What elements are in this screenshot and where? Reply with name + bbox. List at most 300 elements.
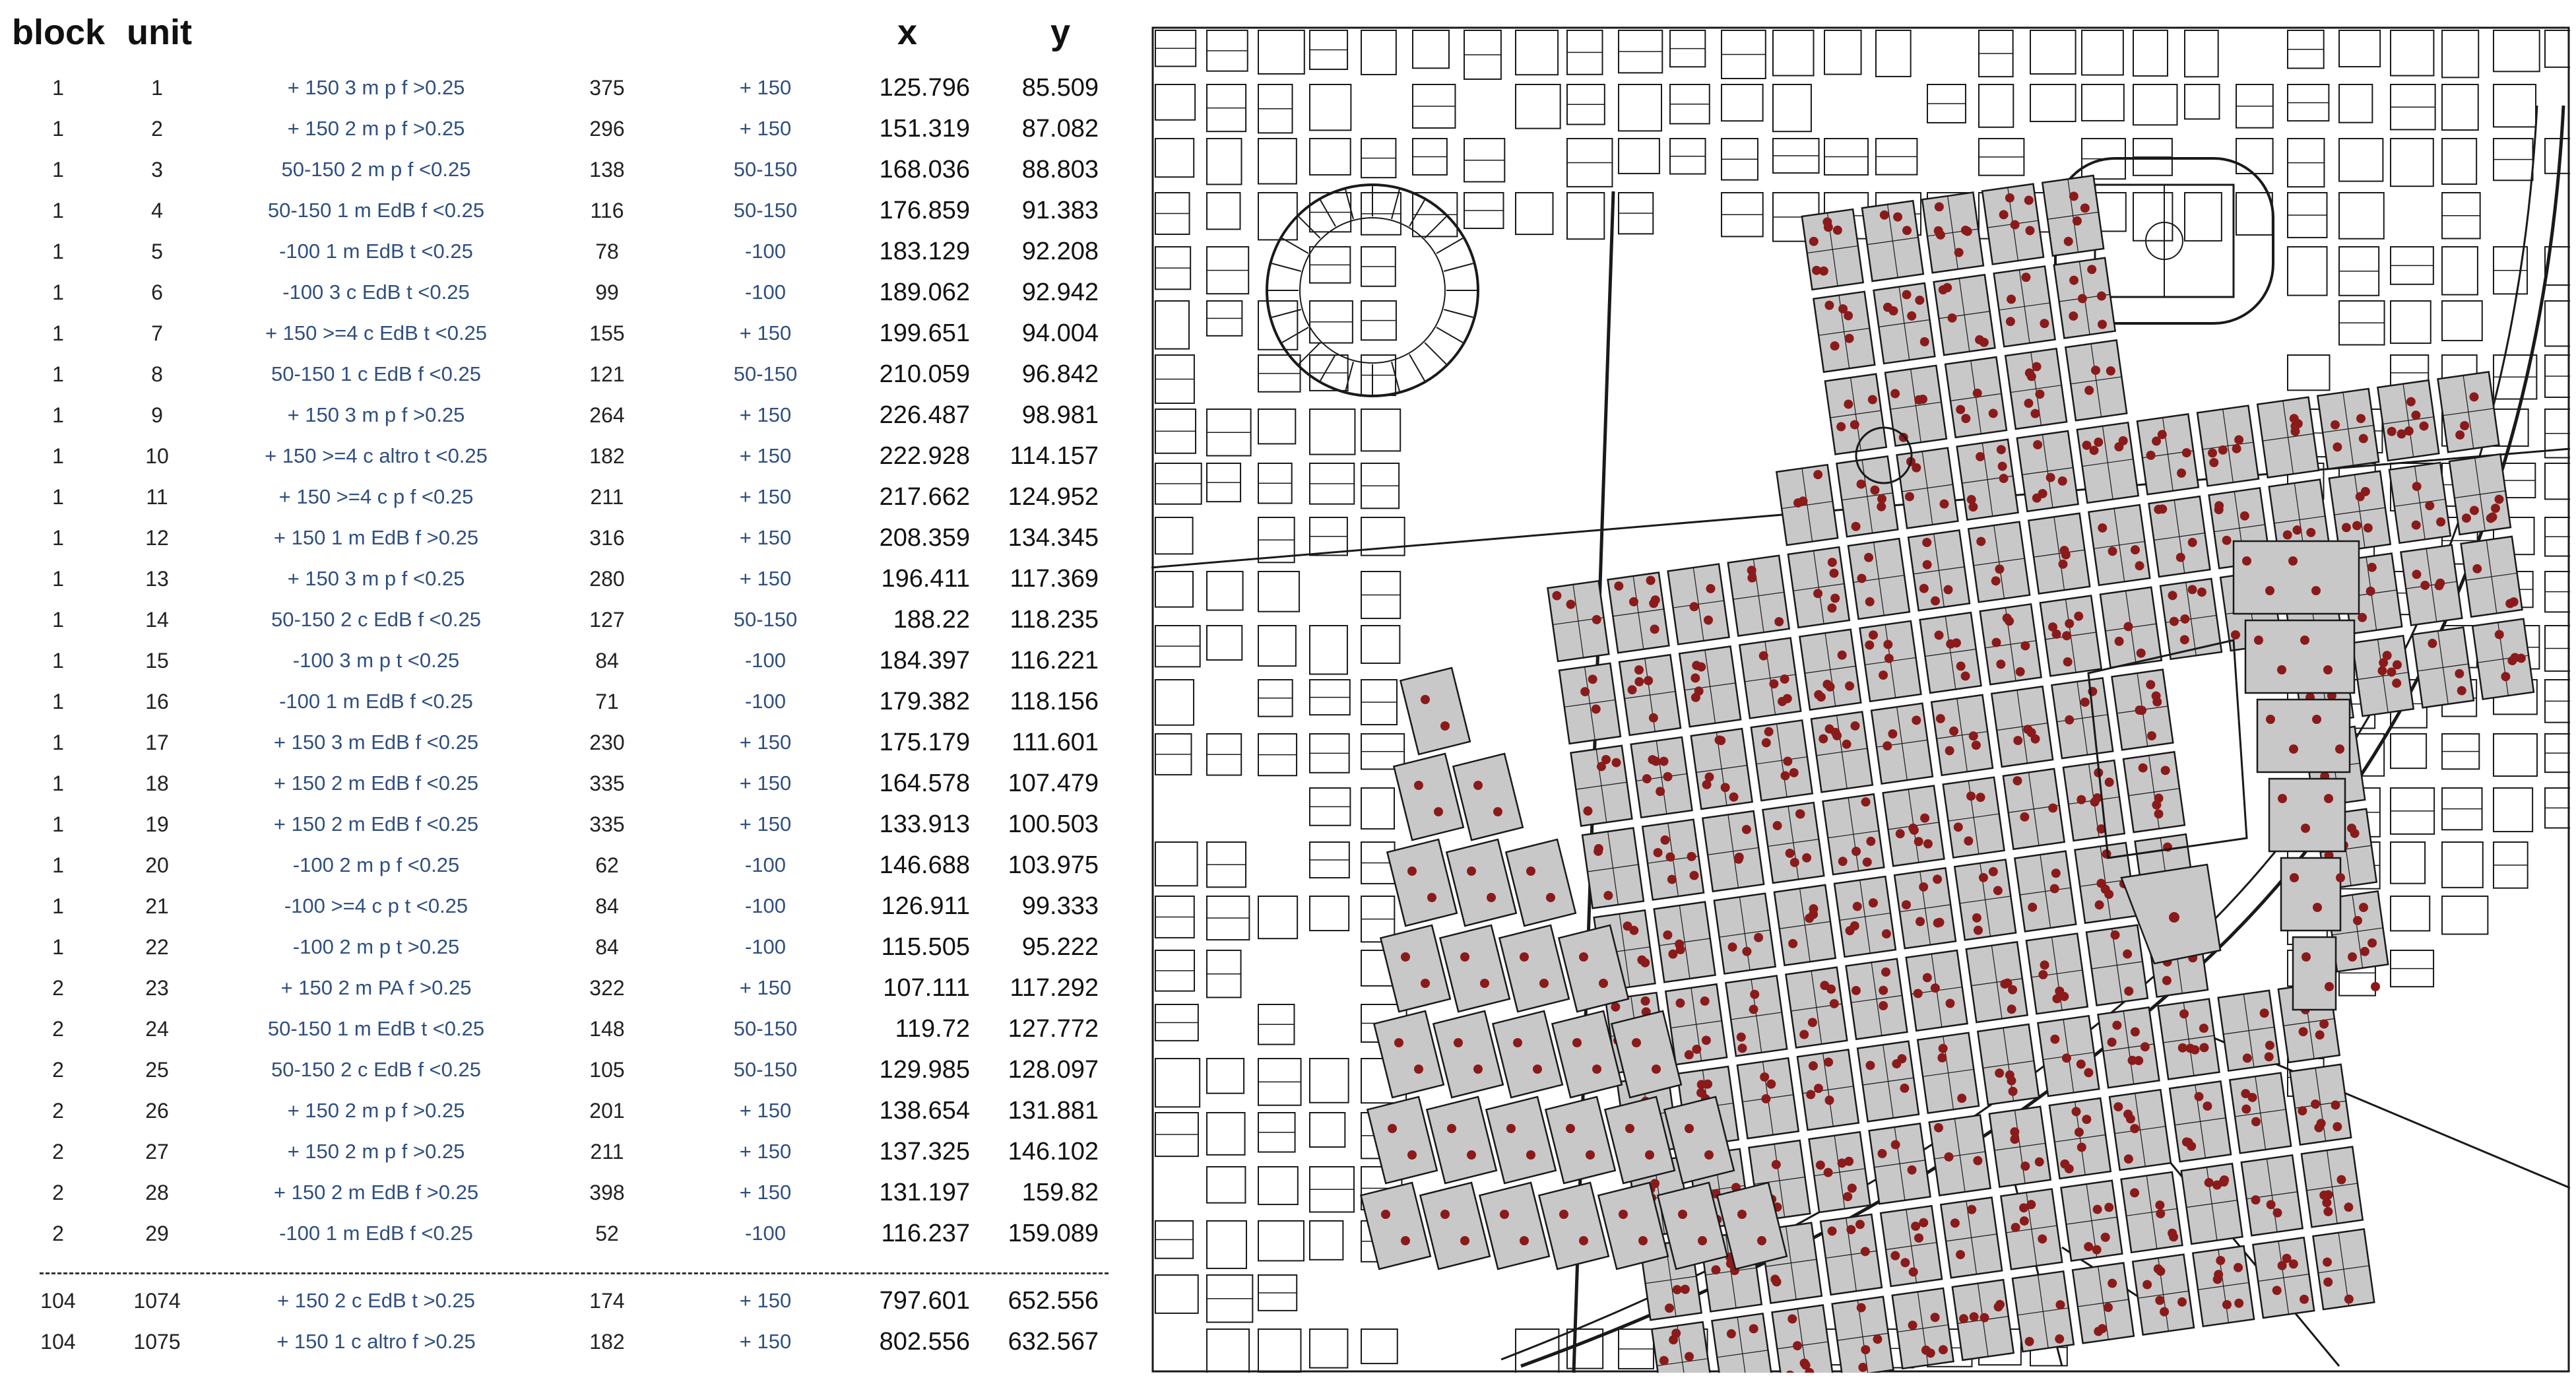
cell-class: + 150 [739, 321, 792, 344]
unit-centroid-point [1440, 1210, 1450, 1219]
plaza-spoke [1409, 200, 1425, 226]
cell-unit: 10 [145, 444, 169, 468]
peripheral-block [1310, 409, 1355, 455]
unit-centroid-point [1440, 721, 1450, 731]
cell-y: 91.383 [1021, 197, 1099, 224]
table-row [0, 1321, 1122, 1362]
cell-x: 168.036 [879, 156, 970, 183]
cell-y: 159.089 [1008, 1220, 1099, 1247]
cell-count: 201 [589, 1099, 625, 1123]
cell-y: 85.509 [1021, 74, 1099, 102]
cell-class: -100 [744, 280, 787, 304]
cell-block: 1 [52, 158, 64, 181]
cell-description: 50-150 1 c EdB f <0.25 [271, 362, 481, 385]
unit-centroid-point [1632, 1038, 1641, 1047]
peripheral-block [2391, 30, 2433, 76]
cell-y: 117.369 [1010, 565, 1099, 593]
cell-y: 134.345 [1008, 524, 1099, 552]
unit-centroid-point [1652, 1065, 1661, 1074]
cell-description: -100 3 c EdB t <0.25 [282, 280, 470, 304]
cell-count: 62 [595, 853, 619, 877]
peripheral-block [1824, 30, 1861, 75]
table-row [0, 231, 1122, 272]
cell-class: + 150 [739, 1181, 792, 1204]
cell-block: 1 [52, 117, 64, 141]
cell-description: + 150 >=4 c altro t <0.25 [265, 444, 488, 467]
table-row [0, 1131, 1122, 1172]
census-block [2257, 700, 2350, 772]
unit-centroid-point [2265, 586, 2274, 595]
cell-y: 118.156 [1010, 688, 1099, 715]
unit-centroid-point [1454, 1038, 1463, 1047]
cell-block: 1 [52, 649, 64, 672]
unit-centroid-point [1520, 952, 1529, 962]
cell-description: + 150 2 m p f >0.25 [287, 117, 465, 140]
unit-centroid-point [2335, 744, 2344, 754]
table-row [0, 354, 1122, 395]
cell-unit: 24 [145, 1017, 169, 1041]
cell-count: 84 [595, 935, 619, 959]
cell-description: + 150 3 m EdB f <0.25 [273, 731, 479, 754]
plaza-spoke [1425, 216, 1446, 238]
cell-unit: 15 [145, 649, 169, 672]
unit-centroid-point [1506, 1124, 1516, 1133]
plaza-spoke [1425, 343, 1446, 364]
peripheral-block [1722, 84, 1763, 121]
cell-y: 632.567 [1008, 1328, 1099, 1356]
peripheral-block [1258, 30, 1304, 74]
cell-y: 124.952 [1008, 483, 1099, 511]
unit-centroid-point [1559, 1210, 1568, 1219]
header-x: x [897, 13, 918, 52]
map-svg [1151, 26, 2570, 1373]
census-block [1712, 1313, 1773, 1373]
cell-x: 189.062 [879, 278, 970, 306]
cell-count: 155 [589, 321, 625, 345]
cell-block: 1 [52, 362, 64, 386]
unit-centroid-point [2288, 556, 2298, 566]
plaza-spoke [1345, 189, 1353, 218]
peripheral-block [1258, 139, 1297, 184]
plaza-spoke [1444, 263, 1473, 271]
peripheral-block [2545, 463, 2570, 499]
unit-centroid-point [1414, 1065, 1423, 1074]
cell-description: -100 2 m p f <0.25 [292, 853, 460, 876]
unit-centroid-point [1619, 1210, 1628, 1219]
cell-count: 322 [589, 976, 625, 1000]
cell-x: 199.651 [879, 319, 970, 347]
cell-unit: 17 [145, 731, 169, 754]
peripheral-block [2030, 84, 2076, 121]
unit-centroid-point [1566, 1124, 1575, 1133]
cell-block: 104 [40, 1330, 76, 1354]
peripheral-block [1258, 193, 1297, 240]
peripheral-block [2082, 84, 2124, 121]
cell-unit: 8 [151, 362, 163, 386]
cell-description: + 150 3 m p f <0.25 [287, 567, 465, 590]
peripheral-block [1310, 84, 1351, 130]
cell-unit: 1075 [133, 1330, 181, 1354]
peripheral-block [1155, 680, 1194, 725]
cell-class: -100 [744, 853, 787, 876]
unit-centroid-point [1638, 1236, 1648, 1245]
unit-centroid-point [1526, 1150, 1535, 1160]
peripheral-block [1516, 84, 1561, 129]
cell-block: 1 [52, 199, 64, 222]
unit-centroid-point [1460, 1236, 1469, 1245]
cell-block: 1 [52, 771, 64, 795]
historic-grid [1501, 125, 2570, 1373]
cell-description: + 150 2 m p f >0.25 [287, 1099, 465, 1122]
cell-class: + 150 [739, 117, 792, 140]
unit-centroid-point [1704, 1150, 1714, 1160]
cell-y: 92.942 [1021, 278, 1099, 306]
cell-x: 146.688 [879, 851, 970, 879]
unit-centroid-point [1487, 893, 1496, 902]
cell-unit: 23 [145, 976, 169, 1000]
table-row [0, 313, 1122, 354]
peripheral-block [2442, 896, 2488, 934]
cell-unit: 7 [151, 321, 163, 345]
cell-count: 121 [589, 362, 625, 386]
cell-count: 335 [589, 812, 625, 836]
unit-centroid-point [2347, 824, 2356, 833]
peripheral-block [1155, 842, 1198, 886]
cell-description: + 150 2 m PA f >0.25 [280, 976, 472, 999]
unit-centroid-point [2278, 794, 2287, 803]
cell-count: 264 [589, 403, 625, 427]
cell-description: + 150 2 m EdB f >0.25 [273, 1181, 479, 1204]
unit-centroid-point [2289, 744, 2298, 754]
peripheral-block [1258, 301, 1297, 350]
cell-x: 226.487 [879, 401, 970, 429]
census-block [2245, 620, 2354, 693]
cell-block: 2 [52, 976, 64, 1000]
circular-plaza-inner [1300, 218, 1445, 363]
cell-block: 1 [52, 935, 64, 959]
cell-block: 2 [52, 1140, 64, 1163]
peripheral-block [2030, 30, 2076, 74]
table-row [0, 1280, 1122, 1321]
peripheral-block [2494, 734, 2537, 776]
peripheral-block [2339, 139, 2383, 181]
peripheral-block [1567, 193, 1604, 239]
cell-x: 176.859 [879, 197, 970, 224]
unit-centroid-point [1586, 1150, 1595, 1160]
unit-centroid-point [1539, 979, 1549, 988]
cell-y: 100.503 [1008, 810, 1099, 838]
peripheral-block [2545, 30, 2570, 67]
peripheral-block [2391, 842, 2425, 884]
unit-centroid-point [2266, 715, 2275, 724]
peripheral-block [1310, 1329, 1347, 1368]
unit-centroid-point [1500, 1210, 1509, 1219]
unit-centroid-point [1388, 1124, 1397, 1133]
cell-class: 50-150 [733, 608, 798, 631]
cell-count: 398 [589, 1181, 625, 1204]
unit-centroid-point [1698, 1236, 1707, 1245]
cell-block: 1 [52, 526, 64, 550]
cell-count: 127 [589, 608, 625, 632]
cell-block: 1 [52, 240, 64, 263]
unit-centroid-point [1685, 1124, 1694, 1133]
unit-centroid-point [1572, 1038, 1582, 1047]
cell-x: 179.382 [879, 688, 970, 715]
cell-description: + 150 2 m p f >0.25 [287, 1140, 465, 1163]
table-row [0, 395, 1122, 436]
plaza-spoke [1272, 263, 1301, 271]
peripheral-block [2391, 896, 2430, 931]
plaza-spoke [1392, 189, 1400, 218]
cell-description: + 150 2 m EdB f <0.25 [273, 812, 479, 835]
unit-centroid-point [1599, 979, 1608, 988]
cell-unit: 2 [151, 117, 163, 141]
cell-x: 222.928 [879, 442, 970, 470]
cell-y: 127.772 [1008, 1015, 1099, 1043]
table-row [0, 558, 1122, 599]
table-row [0, 722, 1122, 763]
peripheral-block [1516, 30, 1558, 75]
cell-block: 1 [52, 280, 64, 304]
cell-unit: 5 [151, 240, 163, 263]
cell-description: -100 1 m EdB f <0.25 [279, 690, 473, 713]
cell-count: 138 [589, 158, 625, 181]
unit-centroid-point [1401, 952, 1410, 962]
peripheral-block [2494, 84, 2536, 127]
peripheral-block [1155, 301, 1189, 349]
cell-unit: 19 [145, 812, 169, 836]
cell-x: 183.129 [879, 238, 970, 265]
cell-class: + 150 [739, 76, 792, 99]
cell-unit: 21 [145, 894, 169, 918]
cell-x: 217.662 [879, 483, 970, 511]
cell-y: 111.601 [1012, 729, 1099, 756]
cell-count: 148 [589, 1017, 625, 1041]
cell-count: 316 [589, 526, 625, 550]
peripheral-block [1361, 30, 1396, 75]
peripheral-block [1258, 896, 1297, 938]
cell-x: 802.556 [879, 1328, 970, 1356]
unit-centroid-point [2169, 912, 2179, 923]
cell-x: 151.319 [879, 115, 970, 143]
table-row [0, 67, 1122, 108]
peripheral-block [1361, 788, 1394, 829]
cell-description: + 150 3 m p f >0.25 [287, 76, 465, 99]
cell-description: -100 >=4 c p t <0.25 [284, 894, 468, 917]
cell-block: 1 [52, 485, 64, 509]
cell-x: 175.179 [879, 729, 970, 756]
cell-class: -100 [744, 690, 787, 713]
cell-y: 652.556 [1008, 1287, 1099, 1315]
unit-centroid-point [1579, 952, 1588, 962]
unit-centroid-point [2242, 556, 2251, 566]
peripheral-block [2133, 30, 2168, 76]
unit-centroid-point [1407, 1150, 1417, 1160]
unit-centroid-point [1579, 1236, 1588, 1245]
cell-description: 50-150 2 c EdB f <0.25 [271, 1058, 481, 1081]
peripheral-block [1155, 572, 1193, 607]
unit-centroid-point [1467, 867, 1476, 876]
peripheral-block [2185, 84, 2219, 119]
peripheral-block [1310, 139, 1351, 175]
plaza-spoke [1282, 327, 1308, 343]
unit-centroid-point [1480, 979, 1489, 988]
unit-centroid-point [1757, 1236, 1766, 1245]
unit-centroid-point [1520, 1236, 1529, 1245]
table-row [0, 1049, 1122, 1090]
cell-block: 2 [52, 1099, 64, 1123]
cell-unit: 26 [145, 1099, 169, 1123]
cell-y: 98.981 [1021, 401, 1099, 429]
unit-centroid-point [2313, 903, 2322, 912]
peripheral-block [2391, 139, 2433, 186]
cell-count: 211 [590, 1140, 624, 1163]
cell-unit: 1 [151, 76, 163, 100]
data-table [0, 0, 1122, 1376]
unit-centroid-point [2301, 824, 2310, 833]
plaza-spoke [1320, 354, 1336, 381]
peripheral-block [2442, 301, 2482, 341]
unit-centroid-point [2312, 715, 2321, 724]
cell-description: + 150 2 c EdB t >0.25 [277, 1289, 475, 1312]
cell-y: 116.221 [1010, 647, 1099, 674]
cell-unit: 27 [145, 1140, 169, 1163]
peripheral-block [1361, 626, 1400, 663]
peripheral-block [1773, 30, 1814, 76]
peripheral-block [1619, 139, 1659, 174]
cell-description: + 150 >=4 c EdB t <0.25 [265, 321, 488, 344]
cell-y: 88.803 [1021, 156, 1099, 183]
cell-block: 1 [52, 812, 64, 836]
cell-class: + 150 [739, 403, 792, 426]
cell-class: -100 [744, 894, 787, 917]
peripheral-block [1207, 1167, 1245, 1203]
peripheral-block [1207, 193, 1240, 229]
table-row [0, 436, 1122, 476]
peripheral-block [1413, 30, 1449, 68]
unit-centroid-point [1381, 1210, 1390, 1219]
unit-centroid-point [1447, 1124, 1456, 1133]
unit-centroid-point [1592, 1065, 1601, 1074]
cell-block: 1 [52, 853, 64, 877]
peripheral-block [1155, 139, 1194, 177]
plaza-spoke [1272, 310, 1301, 317]
cell-unit: 1074 [133, 1289, 181, 1313]
cell-description: -100 1 m EdB t <0.25 [279, 240, 473, 263]
plaza-spoke [1282, 238, 1308, 253]
cell-x: 210.059 [879, 360, 970, 388]
table-row [0, 190, 1122, 231]
cell-count: 211 [590, 485, 624, 509]
table-row [0, 599, 1122, 640]
peripheral-block [2288, 355, 2329, 390]
cell-block: 1 [52, 690, 64, 713]
cell-description: + 150 1 m EdB f >0.25 [273, 526, 479, 549]
peripheral-block [1207, 1113, 1245, 1155]
unit-centroid-point [2311, 586, 2321, 595]
cell-count: 84 [595, 649, 619, 672]
unit-centroid-point [1434, 807, 1443, 816]
peripheral-block [1619, 84, 1661, 131]
table-row [0, 681, 1122, 722]
cell-count: 84 [595, 894, 619, 918]
cell-x: 797.601 [879, 1287, 970, 1315]
cell-block: 1 [52, 321, 64, 345]
cell-x: 208.359 [879, 524, 970, 552]
cell-block: 1 [52, 567, 64, 591]
cell-y: 107.479 [1008, 770, 1099, 797]
cell-class: + 150 [739, 1140, 792, 1163]
unit-centroid-point [1421, 979, 1430, 988]
cell-unit: 9 [151, 403, 163, 427]
cell-class: + 150 [739, 771, 792, 795]
cell-x: 137.325 [879, 1138, 970, 1165]
peripheral-block [1258, 1329, 1301, 1372]
cell-unit: 3 [151, 158, 163, 181]
unit-centroid-point [1625, 1124, 1634, 1133]
peripheral-block [2494, 788, 2532, 832]
cell-description: + 150 2 m EdB f <0.25 [273, 771, 479, 795]
cell-count: 375 [589, 76, 625, 100]
cell-block: 1 [52, 608, 64, 632]
cell-block: 104 [40, 1289, 76, 1313]
table-row [0, 476, 1122, 517]
cell-x: 131.197 [879, 1179, 970, 1206]
cell-block: 2 [52, 1181, 64, 1204]
peripheral-block [2339, 84, 2372, 123]
peripheral-block [1310, 1113, 1345, 1147]
peripheral-block [1258, 626, 1296, 666]
unit-centroid-point [2302, 952, 2311, 962]
unit-centroid-point [1421, 695, 1430, 704]
cell-count: 52 [595, 1222, 619, 1245]
cell-block: 2 [52, 1222, 64, 1245]
header-unit: unit [127, 13, 192, 52]
cell-count: 105 [589, 1058, 625, 1082]
peripheral-block [2442, 84, 2478, 130]
peripheral-block [2236, 139, 2273, 174]
unit-centroid-point [2277, 665, 2286, 674]
cell-description: + 150 >=4 c p f <0.25 [278, 485, 474, 508]
peripheral-block [2442, 247, 2478, 295]
peripheral-block [2442, 30, 2478, 77]
peripheral-block [1876, 30, 1911, 77]
cell-unit: 6 [151, 280, 163, 304]
peripheral-block [2339, 193, 2384, 239]
unit-centroid-point [1394, 1038, 1403, 1047]
cell-y: 103.975 [1008, 851, 1099, 879]
cell-class: -100 [744, 649, 787, 672]
plaza-spoke [1444, 310, 1473, 317]
peripheral-block [1207, 1329, 1249, 1373]
table-row [0, 927, 1122, 967]
cell-x: 188.22 [893, 606, 970, 634]
cell-y: 128.097 [1008, 1056, 1099, 1084]
cell-y: 117.292 [1010, 974, 1099, 1002]
cell-count: 182 [589, 444, 625, 468]
unit-centroid-point [1401, 1236, 1410, 1245]
cell-description: -100 3 m p t <0.25 [292, 649, 460, 672]
peripheral-block [1516, 193, 1553, 234]
cell-y: 118.235 [1010, 606, 1099, 634]
city-map [1151, 26, 2570, 1373]
unit-centroid-point [2336, 873, 2345, 882]
cell-count: 174 [589, 1289, 625, 1313]
table-row [0, 1213, 1122, 1254]
unit-centroid-point [1533, 1065, 1542, 1074]
cell-class: + 150 [739, 976, 792, 999]
cell-class: + 150 [739, 444, 792, 467]
